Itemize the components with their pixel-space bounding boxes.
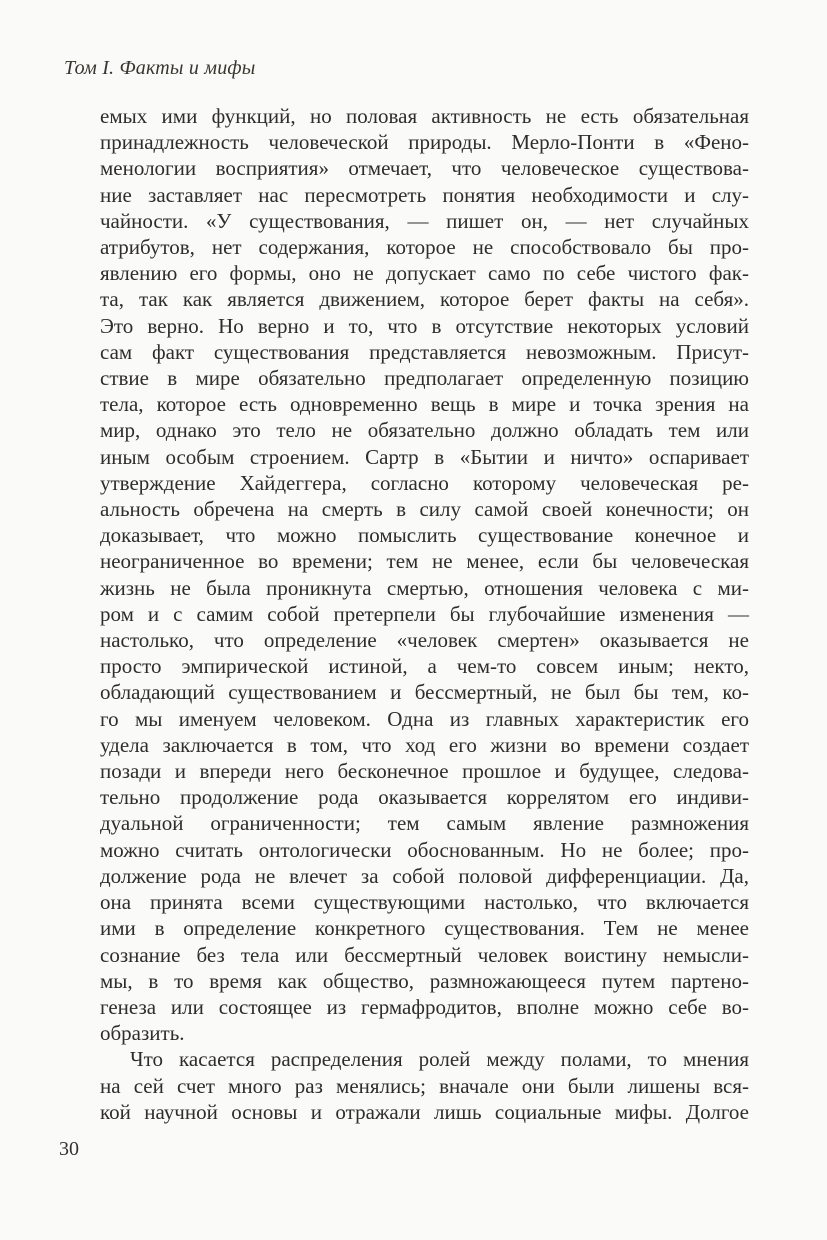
text-line: можно считать онтологически обоснованным. Но не более; про- [100,837,749,862]
text-line: просто эмпирической истиной, а чем-то совсем иным; некто, [100,654,749,679]
text-line: должение рода не влечет за собой половой дифференциации. Да, [100,863,749,888]
text-line: неограниченное во времени; тем не менее, если бы человеческая [100,549,749,574]
text-line: та, так как является движением, которое берет факты на себя». [100,287,749,312]
text-line: она принята всеми существующими настолько, что включается [100,890,749,915]
text-line: удела заключается в том, что ход его жизни во времени создает [100,732,749,757]
page-number: 30 [59,1138,79,1160]
text-line: емых ими функций, но половая активность не есть обязательная [100,104,749,128]
text-line: дуальной ограниченности; тем самым явление размножения [100,811,749,836]
text-line: чайности. «У существования, — пишет он, — нет случайных [100,208,749,233]
text-line: сам факт существования представляется невозможным. Присут- [100,339,749,364]
text-line: обладающий существованием и бессмертный, не был бы тем, ко- [100,680,749,705]
text-line: доказывает, что можно помыслить существование конечное и [100,523,749,548]
text-line: ром и с самим собой претерпели бы глубочайшие изменения — [100,601,749,626]
text-line: позади и впереди него бесконечное прошлое и будущее, следова- [100,759,749,784]
text-line: менологии восприятия» отмечает, что человеческое существова- [100,156,749,181]
text-line: настолько, что определение «человек смертен» оказывается не [100,628,749,653]
text-line: ние заставляет нас пересмотреть понятия необходимости и слу- [100,182,749,207]
body-text [100,103,749,1125]
text-line: кой научной основы и отражали лишь социальные мифы. Долгое [100,1099,749,1124]
text-line: жизнь не была проникнута смертью, отношения человека с ми- [100,575,749,600]
text-line: образить. [100,1021,185,1046]
text-line: принадлежность человеческой природы. Мерло-Понти в «Фено- [100,130,749,155]
text-line: альность обречена на смерть в силу самой своей конечности; он [100,497,749,522]
text-line: атрибутов, нет содержания, которое не способствовало бы про- [100,235,749,260]
text-line: го мы именуем человеком. Одна из главных характеристик его [100,706,749,731]
text-line: мир, однако это тело не обязательно должно обладать тем или [100,418,749,443]
text-line: Это верно. Но верно и то, что в отсутствие некоторых условий [100,313,749,338]
text-line: тельно продолжение рода оказывается коррелятом его индиви- [100,785,749,810]
text-line: сознание без тела или бессмертный человек воистину немысли- [100,942,749,967]
text-line: генеза или состоящее из гермафродитов, вполне можно себе во- [100,994,749,1019]
text-line: ими в определение конкретного существования. Тем не менее [100,916,749,941]
text-line: явлению его формы, оно не допускает само по себе чистого фак- [100,261,749,286]
text-line: утверждение Хайдеггера, согласно которому человеческая ре- [100,470,749,495]
text-line: на сей счет много раз менялись; вначале они были лишены вся- [100,1073,749,1098]
text-line: ствие в мире обязательно предполагает определенную позицию [100,366,749,391]
text-line: Что касается распределения ролей между полами, то мнения [130,1047,749,1072]
text-line: тела, которое есть одновременно вещь в мире и точка зрения на [100,392,749,417]
running-header: Том I. Факты и мифы [64,57,256,79]
text-line: мы, в то время как общество, размножающееся путем партено- [100,968,749,993]
text-line: иным особым строением. Сартр в «Бытии и ничто» оспаривает [100,444,749,469]
